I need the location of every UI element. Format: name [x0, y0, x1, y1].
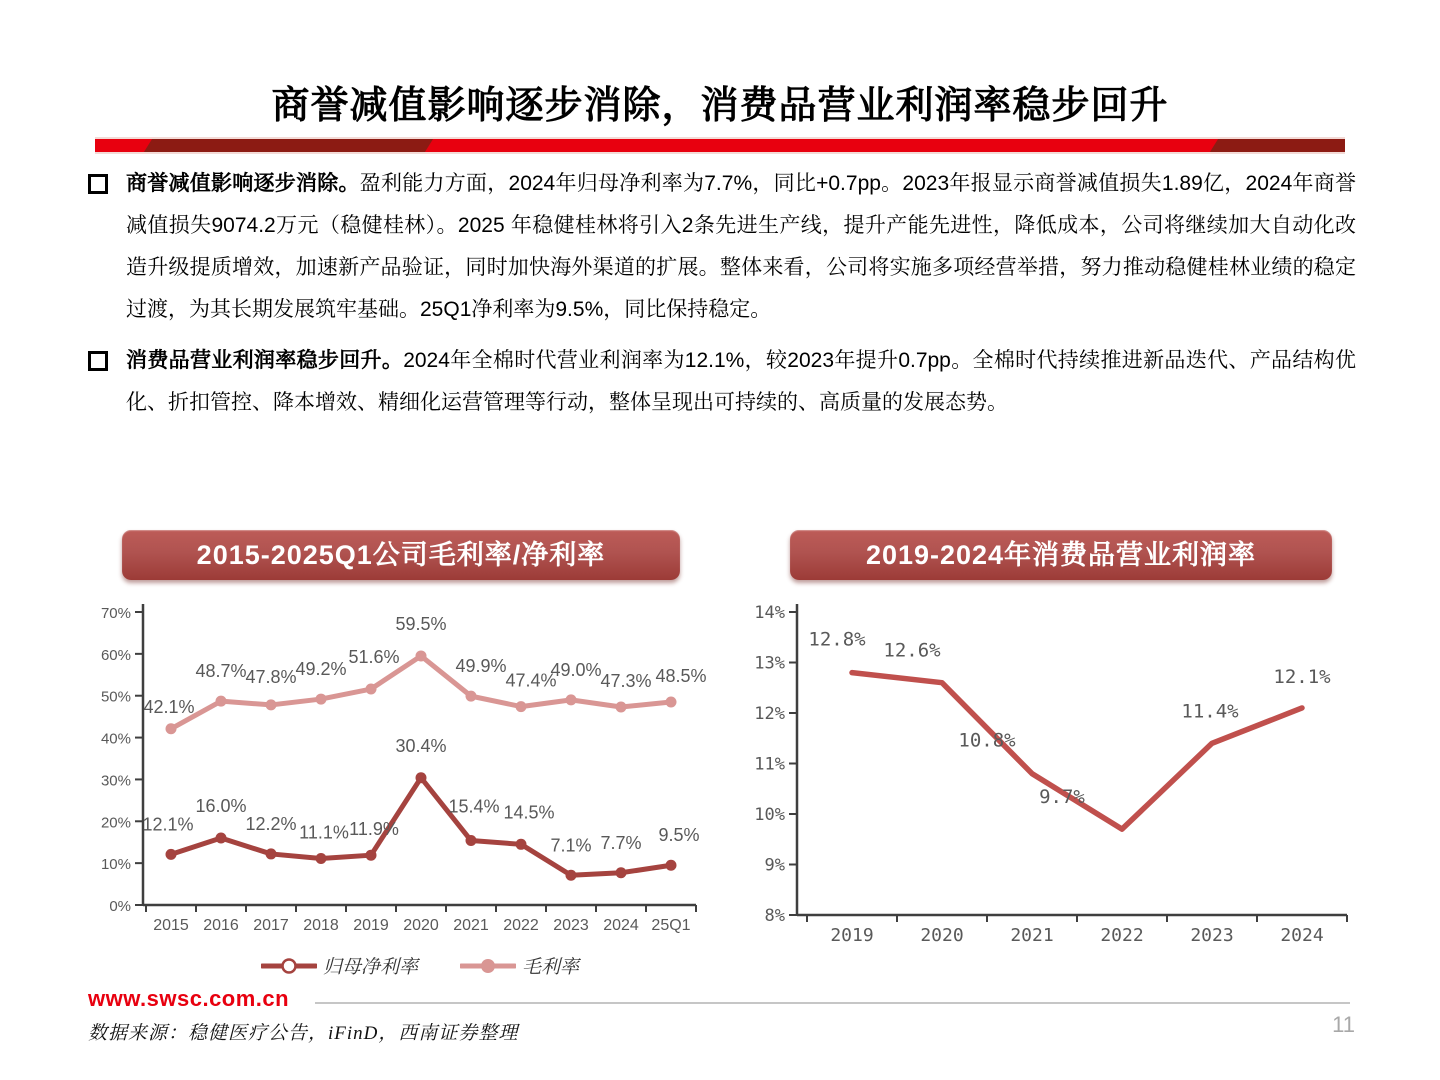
series-marker	[516, 701, 527, 712]
data-label: 49.9%	[455, 656, 507, 677]
svg-text:2015: 2015	[153, 917, 189, 934]
square-bullet-icon	[88, 351, 108, 371]
svg-text:2018: 2018	[303, 917, 339, 934]
svg-text:2024: 2024	[1280, 925, 1324, 946]
series-marker	[316, 853, 327, 864]
footer-divider	[315, 1002, 1350, 1004]
data-label: 12.6%	[883, 639, 941, 662]
series-marker	[566, 694, 577, 705]
bullet-body: 盈利能力方面，2024年归母净利率为7.7%，同比+0.7pp。2023年报显示商誉减值损失1.89亿，2024年商誉减值损失9074.2万元（稳健桂林）。2025 年稳健桂林将引入2条先进生产线，提升产能先进性，降低成本，公司将继续加大自动化改造升级提质增效，加速新产品验证，同时加快海外渠道的扩展。整体来看，公司将实施多项经营举措，努力推动稳健桂林业绩的稳定过渡，为其长期发展筑牢基础。25Q1净利率为9.5%，同比保持稳定。	[126, 172, 1357, 321]
series-marker	[166, 849, 177, 860]
chart-title-operating-margin: 2019-2024年消费品营业利润率	[790, 530, 1332, 580]
svg-text:10%: 10%	[100, 856, 131, 874]
legend-item	[460, 952, 579, 979]
svg-text:70%: 70%	[100, 605, 131, 622]
legend-label: 毛利率	[522, 957, 580, 978]
svg-text:2016: 2016	[203, 917, 239, 934]
series-marker	[466, 691, 477, 702]
data-label: 59.5%	[395, 613, 447, 634]
series-marker	[316, 694, 327, 705]
data-label: 9.7%	[1039, 786, 1085, 809]
svg-text:40%: 40%	[100, 730, 131, 748]
series-line	[852, 673, 1302, 830]
series-marker	[566, 870, 577, 881]
line-chart-0	[101, 604, 707, 934]
data-label: 48.7%	[195, 661, 247, 682]
banner-dark-segment-right	[1208, 137, 1345, 154]
series-marker	[666, 696, 677, 707]
svg-text:2021: 2021	[1010, 925, 1054, 946]
svg-text:11%: 11%	[754, 754, 785, 775]
data-label: 47.8%	[245, 666, 297, 687]
legend-line-icon	[460, 957, 516, 975]
bullet-list	[88, 163, 1356, 424]
data-label: 12.2%	[245, 813, 297, 834]
svg-text:8%: 8%	[764, 906, 785, 926]
data-label: 11.4%	[1181, 700, 1239, 723]
series-marker	[216, 696, 227, 707]
svg-text:2020: 2020	[403, 917, 439, 934]
svg-text:2023: 2023	[553, 917, 589, 934]
bullet-lead: 消费品营业利润率稳步回升。	[126, 349, 404, 372]
title-banner	[95, 137, 1345, 154]
series-marker	[216, 833, 227, 844]
series-marker	[616, 867, 627, 878]
legend-item	[261, 952, 418, 979]
svg-text:30%: 30%	[100, 772, 131, 790]
svg-text:2019: 2019	[353, 917, 389, 934]
data-label: 47.3%	[600, 671, 652, 692]
svg-text:25Q1: 25Q1	[651, 917, 691, 934]
data-label: 49.0%	[550, 659, 602, 680]
svg-text:2019: 2019	[830, 925, 874, 946]
data-label: 30.4%	[395, 735, 447, 756]
svg-text:20%: 20%	[100, 814, 131, 832]
series-marker	[366, 850, 377, 861]
square-bullet-icon	[88, 174, 108, 194]
legend-label: 归母净利率	[322, 957, 418, 978]
series-marker	[466, 835, 477, 846]
svg-text:50%: 50%	[100, 688, 131, 706]
legend-line-icon	[261, 957, 317, 975]
svg-text:2017: 2017	[253, 917, 289, 934]
svg-text:2022: 2022	[1100, 925, 1144, 946]
line-chart-1	[754, 603, 1347, 946]
bullet-item-consumer-margin	[88, 340, 1356, 424]
series-marker	[416, 772, 427, 783]
svg-text:2022: 2022	[503, 917, 539, 934]
data-label: 10.8%	[958, 729, 1016, 752]
data-label: 16.0%	[195, 796, 247, 817]
data-label: 12.1%	[142, 814, 194, 835]
series-marker	[366, 684, 377, 695]
series-line	[171, 656, 671, 729]
data-label: 12.1%	[1273, 665, 1331, 688]
series-marker	[666, 860, 677, 871]
bullet-item-goodwill	[88, 163, 1356, 331]
data-label: 7.7%	[600, 832, 642, 853]
svg-text:2020: 2020	[920, 925, 964, 946]
series-marker	[616, 702, 627, 713]
banner-dark-segment-left	[142, 137, 434, 154]
data-label: 49.2%	[295, 659, 347, 680]
svg-text:0%: 0%	[109, 898, 131, 915]
svg-text:13%: 13%	[754, 653, 785, 674]
data-label: 42.1%	[143, 696, 195, 717]
bullet-body: 2024年全棉时代营业利润率为12.1%，较2023年提升0.7pp。全棉时代持续推进新品迭代、产品结构优化、折扣管控、降本增效、精细化运营管理等行动，整体呈现出可持续的、高质量的发展态势。	[126, 349, 1357, 414]
svg-text:2021: 2021	[453, 917, 489, 934]
series-marker	[166, 723, 177, 734]
svg-text:12%: 12%	[754, 704, 785, 724]
data-label: 15.4%	[448, 796, 500, 817]
data-label: 11.9%	[349, 819, 399, 840]
data-label: 51.6%	[348, 647, 400, 668]
bullet-lead: 商誉减值影响逐步消除。	[126, 172, 360, 195]
svg-text:2023: 2023	[1190, 925, 1234, 946]
data-label: 48.5%	[655, 665, 707, 686]
page-number: 11	[1332, 1012, 1355, 1037]
data-source-note: 数据来源：稳健医疗公告，iFinD，西南证券整理	[88, 1023, 519, 1044]
data-label: 12.8%	[808, 628, 866, 651]
series-marker	[266, 848, 277, 859]
page-title: 商誉减值影响逐步消除，消费品营业利润率稳步回升	[271, 85, 1169, 127]
chart-legend	[143, 952, 697, 979]
series-marker	[516, 839, 527, 850]
svg-text:10%: 10%	[754, 805, 785, 825]
data-label: 14.5%	[503, 802, 555, 823]
data-label: 9.5%	[658, 825, 700, 846]
data-label: 47.4%	[505, 670, 557, 691]
data-label: 11.1%	[299, 822, 349, 843]
svg-text:2024: 2024	[603, 917, 639, 934]
series-marker	[416, 650, 427, 661]
svg-text:9%: 9%	[764, 855, 785, 876]
series-marker	[266, 699, 277, 710]
series-line	[171, 778, 671, 876]
svg-text:60%: 60%	[100, 646, 131, 664]
website-link[interactable]: www.swsc.com.cn	[88, 986, 290, 1011]
data-label: 7.1%	[550, 835, 592, 856]
svg-text:14%: 14%	[754, 603, 785, 623]
chart-title-margins: 2015-2025Q1公司毛利率/净利率	[122, 530, 680, 580]
